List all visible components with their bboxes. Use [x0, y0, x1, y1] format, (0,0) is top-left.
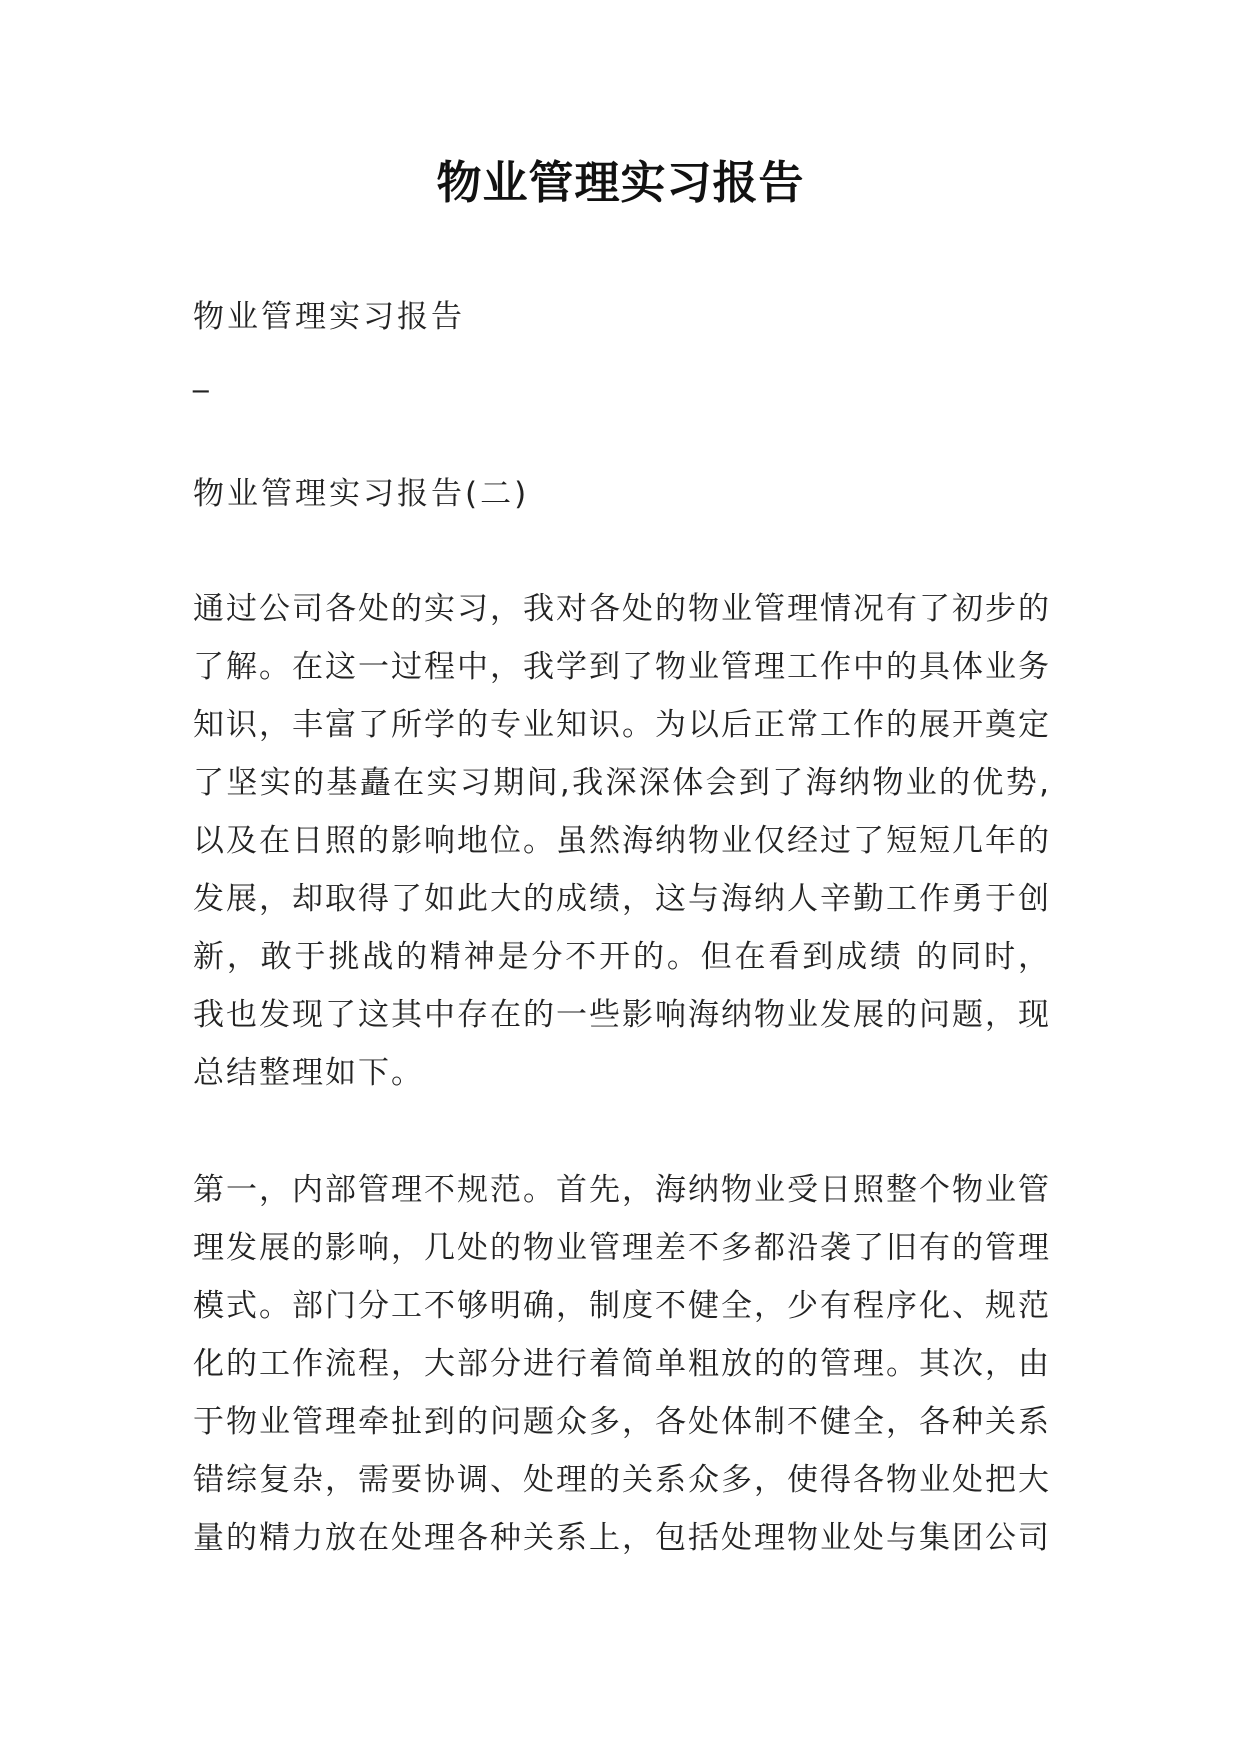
- document-subtitle: 物业管理实习报告: [193, 299, 465, 335]
- subtitle-dash: _: [193, 357, 212, 393]
- paragraph-intro: 通过公司各处的实习，我对各处的物业管理情况有了初步的了解。在这一过程中，我学到了物业管理工作中的具体业务知识，丰富了所学的专业知识。为以后正常工作的展开奠定了坚实的基矗在实习期间,我深深体会到了海纳物业的优势,以及在日照的影响地位。虽然海纳物业仅经过了短短几年的发展，却取得了如此大的成绩，这与海纳人辛勤工作勇于创新，敢于挑战的精神是分不开的。但在看到成绩 的同时，我也发现了这其中存在的一些影响海纳物业发展的问题，现总结整理如下。: [193, 591, 1051, 1091]
- section-heading: 物业管理实习报告(二): [193, 476, 530, 512]
- paragraph-first-point: 第一，内部管理不规范。首先，海纳物业受日照整个物业管理发展的影响，几处的物业管理差不多都沿袭了旧有的管理模式。部门分工不够明确，制度不健全，少有程序化、规范化的工作流程，大部分进行着简单粗放的的管理。其次，由于物业管理牵扯到的问题众多，各处体制不健全，各种关系错综复杂，需要协调、处理的关系众多，使得各物业处把大量的精力放在处理各种关系上，包括处理物业处与集团公司: [193, 1172, 1051, 1556]
- document-title: 物业管理实习报告: [436, 156, 805, 209]
